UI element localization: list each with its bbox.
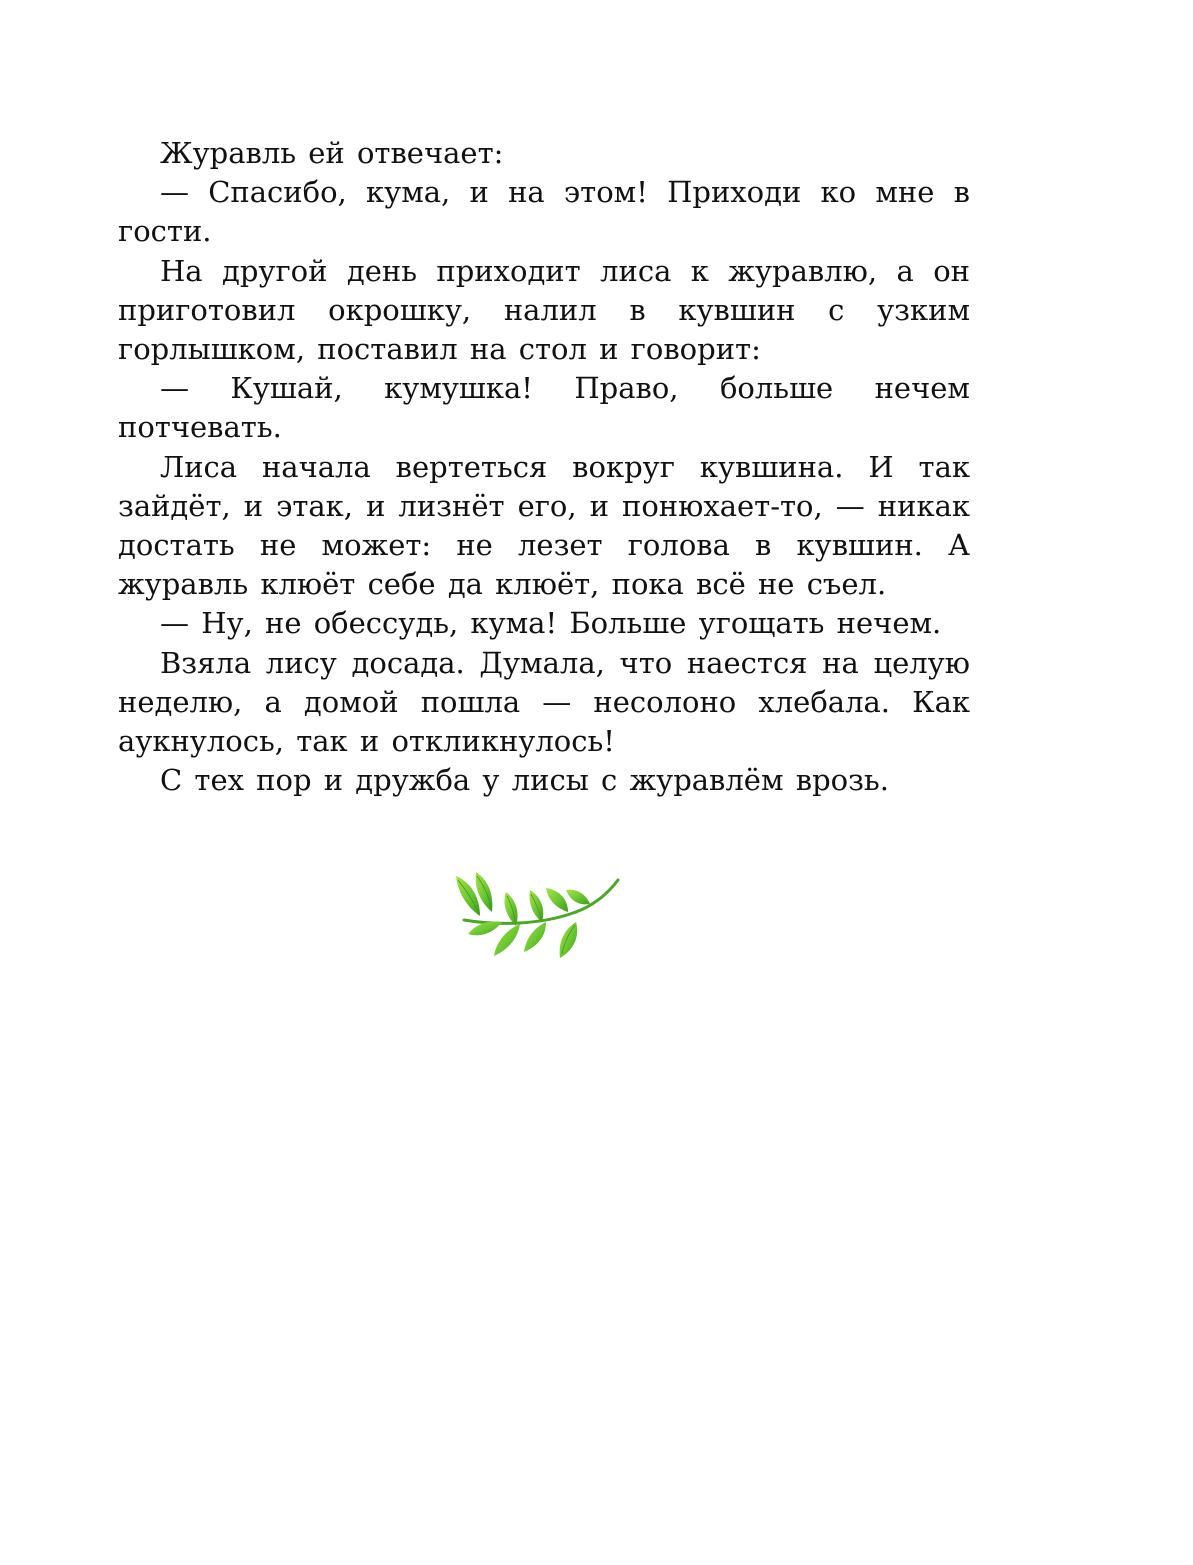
- leaf-branch-icon: [450, 868, 622, 960]
- paragraph: — Спасибо, кума, и на этом! Приходи ко мне в гости.: [118, 175, 970, 249]
- paragraph: — Кушай, кумушка! Право, больше нечем потчевать.: [118, 371, 970, 445]
- paragraph: На другой день приходит лиса к журавлю, а он приготовил окрошку, налил в кувшин с узким горлышком, поставил на стол и говорит:: [118, 253, 970, 367]
- paragraph: Журавль ей отвечает:: [160, 136, 504, 170]
- paragraph: Лиса начала вертеться вокруг кувшина. И так зайдёт, и этак, и лизнёт его, и понюхает-то, — никак достать не может: не лезет голова в кувшин. А журавль клюёт себе да клюёт, пока всё не съел.: [118, 449, 970, 602]
- paragraph: — Ну, не обессудь, кума! Больше угощать нечем.: [160, 606, 942, 641]
- story-text: [118, 134, 970, 800]
- paragraph: Взяла лису досада. Думала, что наестся на целую неделю, а домой пошла — несолоно хлебала. Как аукнулось, так и откликнулось!: [118, 645, 970, 759]
- paragraph: С тех пор и дружба у лисы с журавлём врозь.: [160, 763, 889, 798]
